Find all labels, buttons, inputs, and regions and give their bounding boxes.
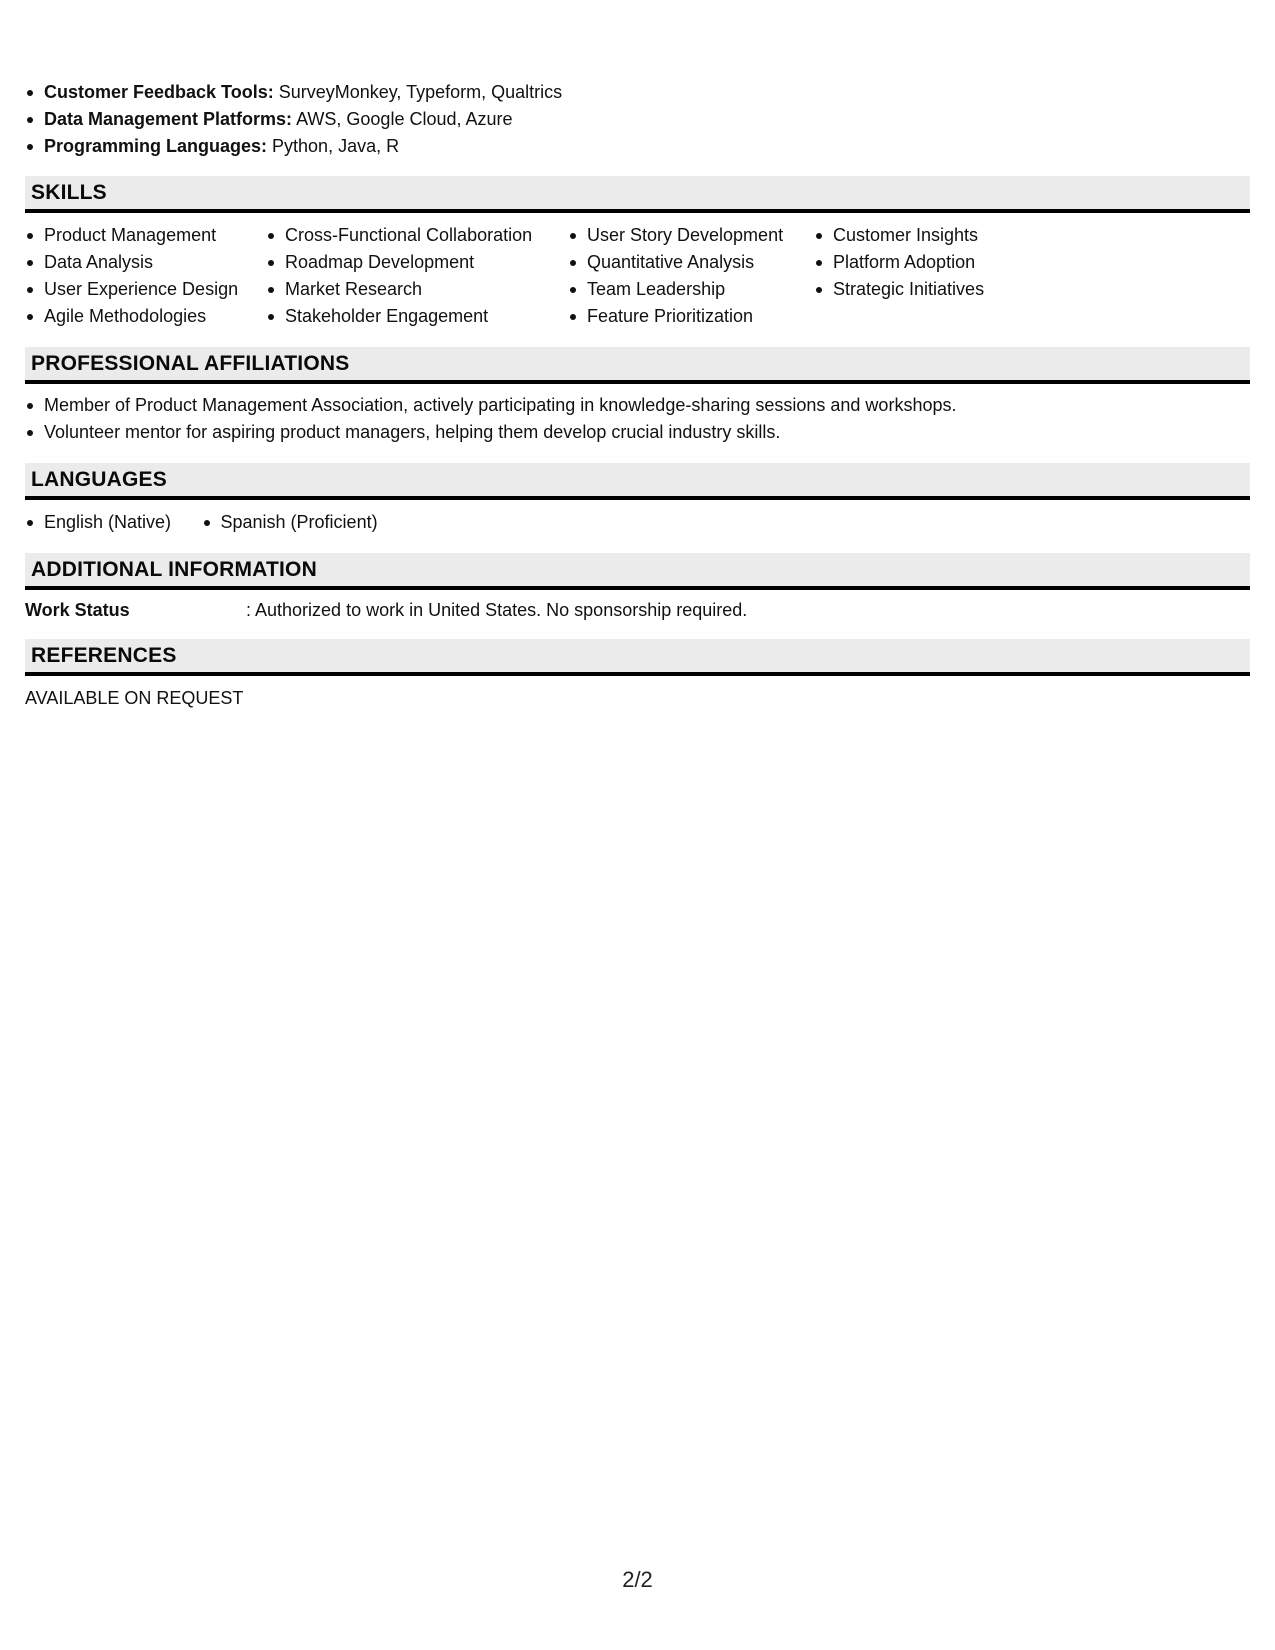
skill-item: Product Management <box>25 222 238 249</box>
skills-column <box>568 222 783 330</box>
technical-skill-item <box>25 106 1225 133</box>
technical-skills-list <box>25 79 1225 160</box>
skills-section-title: SKILLS <box>31 181 107 204</box>
skills-column <box>814 222 984 303</box>
affiliations-section-title: PROFESSIONAL AFFILIATIONS <box>31 352 350 375</box>
skill-item: User Experience Design <box>25 276 238 303</box>
technical-skill-value: AWS, Google Cloud, Azure <box>292 109 513 129</box>
skill-item: Stakeholder Engagement <box>266 303 532 330</box>
skill-item: Data Analysis <box>25 249 238 276</box>
references-text: AVAILABLE ON REQUEST <box>25 688 244 708</box>
languages-section-title: LANGUAGES <box>31 468 167 491</box>
skill-item: Cross-Functional Collaboration <box>266 222 532 249</box>
technical-skill-item <box>25 79 1225 106</box>
skill-item: Market Research <box>266 276 532 303</box>
languages-list <box>25 509 404 536</box>
skills-column <box>266 222 532 330</box>
work-status-label: Work Status <box>25 600 130 620</box>
skills-section-header <box>25 176 1250 213</box>
skills-column <box>25 222 238 330</box>
skill-item: Quantitative Analysis <box>568 249 783 276</box>
affiliation-item: Member of Product Management Association, actively participating in knowledge-sharing sessions and workshops. <box>25 392 1245 419</box>
skill-item: Strategic Initiatives <box>814 276 984 303</box>
work-status-value: : Authorized to work in United States. No sponsorship required. <box>246 600 748 620</box>
technical-skill-value: SurveyMonkey, Typeform, Qualtrics <box>273 82 563 102</box>
affiliations-section-header <box>25 347 1250 384</box>
skill-item: Customer Insights <box>814 222 984 249</box>
additional-info-section-title: ADDITIONAL INFORMATION <box>31 558 317 581</box>
technical-skill-label: Data Management Platforms: <box>44 109 293 129</box>
skill-item: Feature Prioritization <box>568 303 783 330</box>
language-item: English (Native) <box>25 509 171 536</box>
technical-skill-label: Customer Feedback Tools: <box>44 82 274 102</box>
additional-info-section-header <box>25 553 1250 590</box>
skill-item: Agile Methodologies <box>25 303 238 330</box>
technical-skill-item <box>25 133 1225 160</box>
references-section-header <box>25 639 1250 676</box>
skill-item: Roadmap Development <box>266 249 532 276</box>
technical-skill-label: Programming Languages: <box>44 136 268 156</box>
languages-section-header <box>25 463 1250 500</box>
language-item: Spanish (Proficient) <box>202 509 378 536</box>
page-number: 2/2 <box>622 1567 653 1592</box>
affiliations-list <box>25 392 1245 446</box>
affiliation-item: Volunteer mentor for aspiring product managers, helping them develop crucial industry skills. <box>25 419 1245 446</box>
technical-skill-value: Python, Java, R <box>267 136 400 156</box>
skill-item: User Story Development <box>568 222 783 249</box>
skill-item: Platform Adoption <box>814 249 984 276</box>
references-section-title: REFERENCES <box>31 644 177 667</box>
skill-item: Team Leadership <box>568 276 783 303</box>
